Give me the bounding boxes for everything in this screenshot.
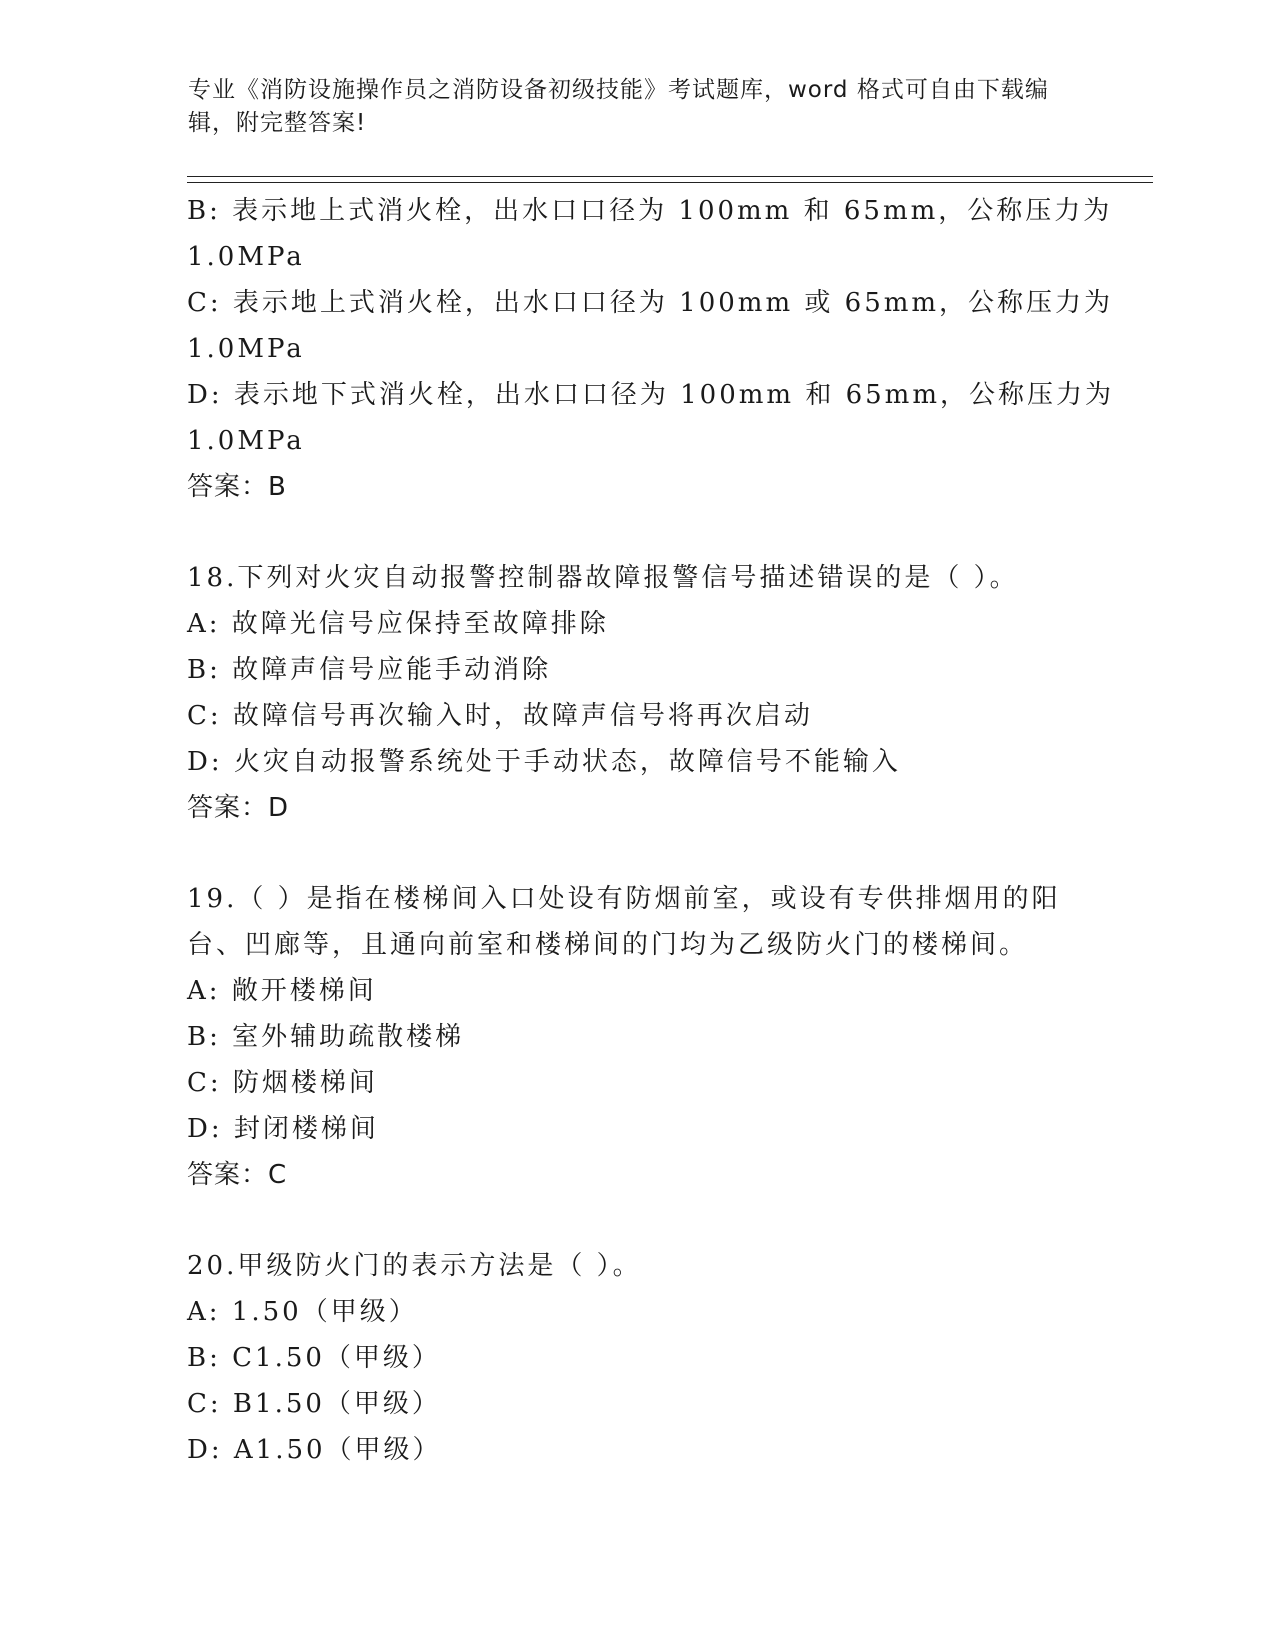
option-c-line-2: 1.0MPa (187, 334, 305, 364)
spacer (187, 510, 1087, 555)
option-d: D: 封闭楼梯间 (187, 1114, 379, 1144)
question-text-line-2: 台、凹廊等，且通向前室和楼梯间的门均为乙级防火门的楼梯间。 (187, 930, 1029, 960)
spacer (187, 831, 1087, 876)
option-a: A: 故障光信号应保持至故障排除 (187, 609, 609, 639)
question-content (187, 188, 1114, 1473)
option-a: A: 1.50（甲级） (187, 1297, 418, 1327)
option-c-line-1: C: 表示地上式消火栓，出水口口径为 100mm 或 65mm，公称压力为 (187, 288, 1114, 318)
option-c: C: B1.50（甲级） (187, 1389, 441, 1419)
option-b: B: 故障声信号应能手动消除 (187, 655, 552, 685)
header-divider-top (187, 176, 1153, 177)
option-d-line-1: D: 表示地下式消火栓，出水口口径为 100mm 和 65mm，公称压力为 (187, 380, 1114, 410)
question-17-tail (187, 188, 1114, 510)
option-c: C: 故障信号再次输入时，故障声信号将再次启动 (187, 701, 813, 731)
answer: 答案：C (187, 1160, 288, 1190)
question-18 (187, 555, 1087, 831)
answer: 答案：B (187, 472, 287, 502)
option-b: B: 室外辅助疏散楼梯 (187, 1022, 465, 1052)
question-20 (187, 1243, 1087, 1473)
option-a: A: 敞开楼梯间 (187, 976, 377, 1006)
option-b-line-2: 1.0MPa (187, 242, 305, 272)
question-text-line-1: 19.（ ）是指在楼梯间入口处设有防烟前室，或设有专供排烟用的阳 (187, 884, 1061, 914)
header-line-2: 辑，附完整答案! (188, 110, 367, 136)
option-d: D: 火灾自动报警系统处于手动状态，故障信号不能输入 (187, 747, 901, 777)
answer: 答案：D (187, 793, 290, 823)
question-text: 20.甲级防火门的表示方法是（ ）。 (187, 1251, 642, 1281)
header-line-1: 专业《消防设施操作员之消防设备初级技能》考试题库，word 格式可自由下载编 (188, 77, 1049, 103)
document-header (188, 74, 1078, 140)
question-text: 18.下列对火灾自动报警控制器故障报警信号描述错误的是（ ）。 (187, 563, 1019, 593)
option-d-line-2: 1.0MPa (187, 426, 305, 456)
option-b-line-1: B: 表示地上式消火栓，出水口口径为 100mm 和 65mm，公称压力为 (187, 196, 1113, 226)
header-divider-bottom (187, 182, 1153, 183)
option-d: D: A1.50（甲级） (187, 1435, 442, 1465)
question-19 (187, 876, 1087, 1198)
option-c: C: 防烟楼梯间 (187, 1068, 378, 1098)
option-b: B: C1.50（甲级） (187, 1343, 441, 1373)
spacer (187, 1198, 1087, 1243)
